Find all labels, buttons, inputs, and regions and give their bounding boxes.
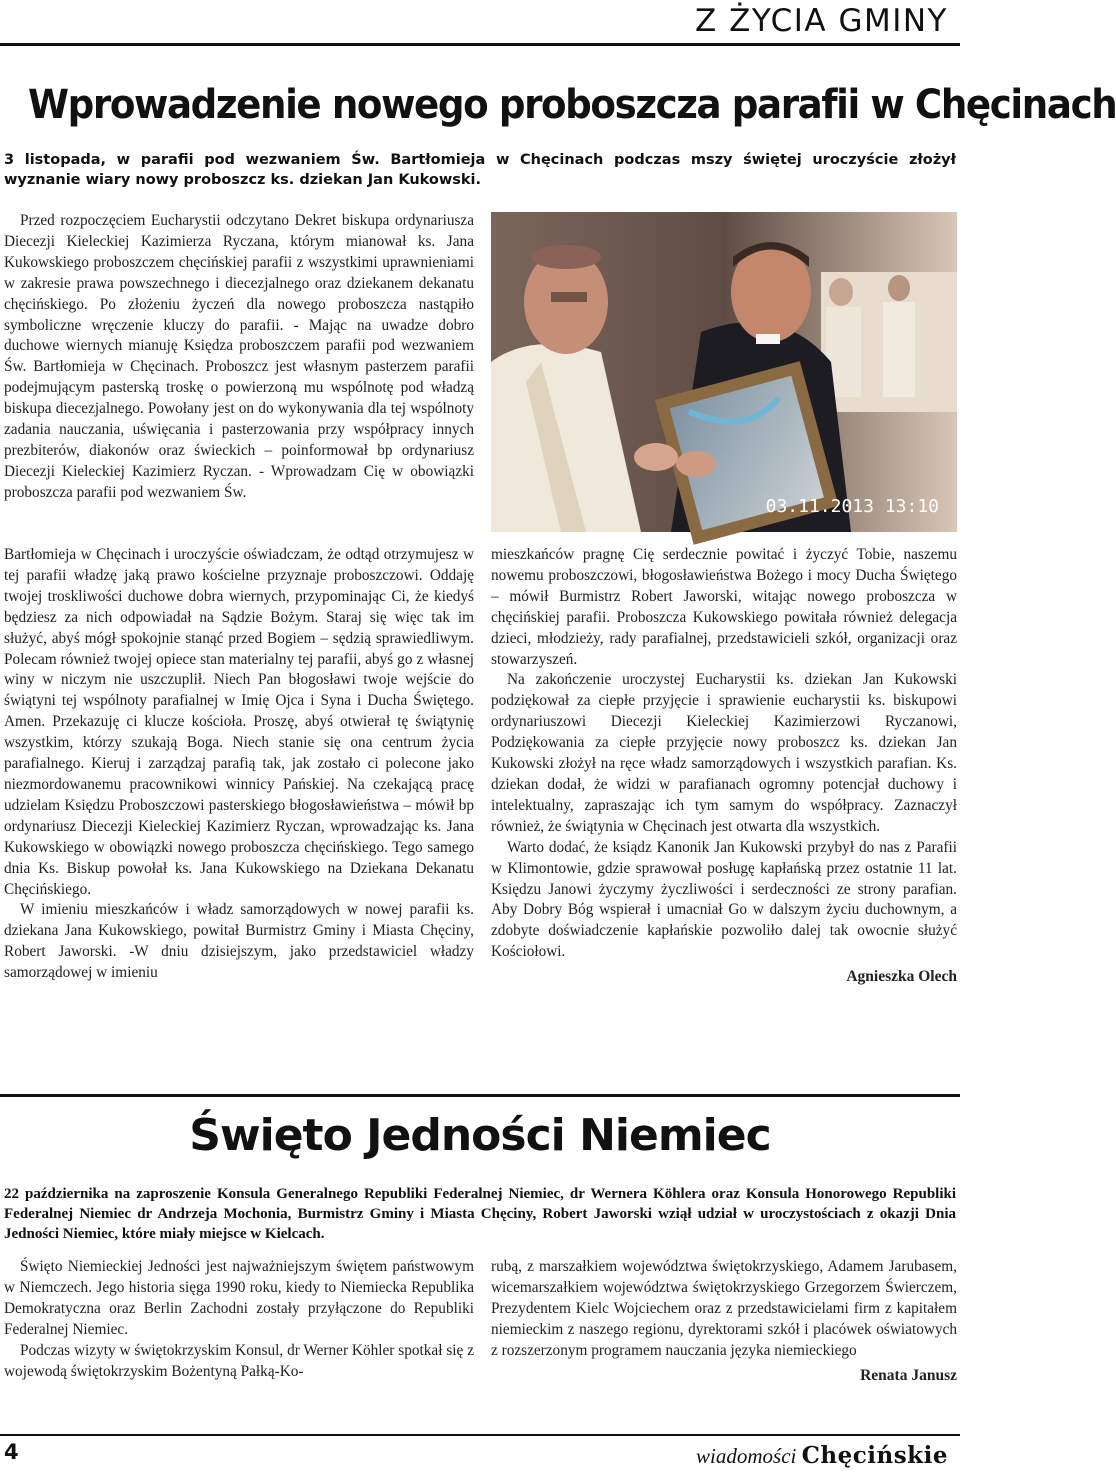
article2-headline: Święto Jedności Niemiec	[189, 1110, 771, 1161]
footer-rule	[0, 1434, 960, 1436]
article1-paragraph: Warto dodać, że ksiądz Kanonik Jan Kukowski przybył do nas z Parafii w Klimontowie, gdzie sprawował posługę kapłańską przez ostatnie 11 lat. Księdzu Janowi życzymy życzliwości i serdeczności ze strony parafian. Aby Dobry Bóg wspierał i umacniał Go w dalszym życiu duchownym, a zdobyte doświadczenie kapłańskie pozwoliło dalej tak owocnie służyć Kościołowi.	[491, 838, 957, 961]
article2-paragraph: rubą, z marszałkiem województwa świętokrzyskiego, Adamem Jarubasem, wicemarszałkiem województwa świętokrzyskiego Grzegorzem Świerczem, Prezydentem Kielc Wojciechem oraz z przedstawicielami firm z kapitałem niemieckim z naszego regionu, dyrektorami szkół i placówek oświatowych z rozszerzonym programem nauczania języka niemieckiego	[491, 1258, 957, 1359]
article2-paragraph: Święto Niemieckiej Jedności jest najważniejszym świętem państwowym w Niemczech. Jego historia sięga 1990 roku, kiedy to Niemiecka Republika Demokratyczna oraz Berlin Zachodni zostały przyłączone do Republiki Federalnej Niemiec.	[4, 1258, 474, 1338]
article1-column-left-bottom	[4, 545, 474, 984]
article1-column-right	[491, 545, 957, 988]
publication-brand	[696, 1442, 948, 1469]
article2-lead: 22 października na zaproszenie Konsula Generalnego Republiki Federalnej Niemiec, dr Wernera Köhlera oraz Konsula Honorowego Republiki Federalnej Niemiec dr Andrzeja Mochonia, Burmistrz Gminy i Miasta Chęciny, Robert Jaworski wziął udział w uroczystościach z okazji Dnia Jedności Niemiec, które miały miejsce w Kielcach.	[4, 1186, 956, 1242]
section-title: Z ŻYCIA GMINY	[695, 3, 948, 39]
brand-italic: wiadomości	[696, 1444, 797, 1468]
article1-paragraph: mieszkańców pragnę Cię serdecznie powitać i życzyć Tobie, naszemu nowemu proboszczowi, błogosławieństwa Bożego i mocy Ducha Świętego – mówił Burmistrz Robert Jaworski, witając nowego proboszcza w chęcińskiej parafii. Proboszcza Kukowskiego powitała również delegacja dzieci, młodzieży, rady parafialnej, przedstawicieli szkół, organizacji oraz stowarzyszeń.	[491, 546, 957, 668]
article1-photo	[491, 212, 957, 532]
brand-gothic: Chęcińskie	[801, 1442, 948, 1469]
article1-headline: Wprowadzenie nowego proboszcza parafii w Chęcinach	[28, 82, 1116, 128]
article1-column-left-top	[4, 211, 474, 504]
page-number: 4	[4, 1440, 19, 1464]
article1-author: Agnieszka Olech	[846, 968, 957, 986]
photo-priests-handover	[491, 212, 957, 532]
article2-column-left	[4, 1257, 474, 1382]
article1-paragraph: Na zakończenie uroczystej Eucharystii ks. dziekan Jan Kukowski podziękował za ciepłe przyjęcie i sprawienie eucharystii ks. biskupowi ordynariuszowi Diecezji Kieleckiej Kazimierzowi Ryczanowi, Podziękowania za ciepłe przyjęcie nowy proboszcz ks. dziekan Jan Kukowski złożył na ręce władz samorządowych i wszystkich parafian. Ks. dziekan dodał, że widzi w parafianach ogromny potencjał duchowy i intelektualny, zapraszając ich tym samym do współpracy. Zaznaczył również, że świątynia w Chęcinach jest otwarta dla wszystkich.	[491, 671, 957, 835]
article2-author: Renata Janusz	[860, 1366, 957, 1384]
article2-column-right	[491, 1257, 957, 1386]
article-divider	[0, 1094, 960, 1097]
photo-timestamp: 03.11.2013 13:10	[765, 496, 939, 517]
article2-paragraph: Podczas wizyty w świętokrzyskim Konsul, dr Werner Köhler spotkał się z wojewodą świętokrzyskim Bożentyną Pałką-Ko-	[4, 1341, 474, 1380]
article1-paragraph: Przed rozpoczęciem Eucharystii odczytano Dekret biskupa ordynariusza Diecezji Kieleckiej Kazimierza Ryczana, którym mianował ks. Jana Kukowskiego proboszczem chęcińskiej parafii z wszystkimi uprawnieniami w zakresie prawa powszechnego i diecezjalnego oraz dziekanem dekanatu chęcińskiego. Po złożeniu życzeń dla nowego proboszcza nastąpiło symboliczne wręczenie kluczy do parafii. - Mając na uwadze dobro duchowe wiernych mianuję Księdza proboszczem parafii pod wezwaniem Św. Bartłomieja w Chęcinach. Proboszcz jest własnym pasterzem parafii podejmującym pasterską troskę o powierzoną mu wspólnotę pod władzą biskupa diecezjalnego. Powołany jest on do wykonywania dla tej wspólnoty zadania nauczania, uświęcania i pasterzowania przy współpracy innych prezbiterów, diakonów oraz świeckich – poinformował bp ordynariusz Diecezji Kieleckiej Kazimierz Ryczan. - Wprowadzam Cię w obowiązki proboszcza parafii pod wezwaniem Św.	[4, 212, 474, 501]
article1-paragraph: Bartłomieja w Chęcinach i uroczyście oświadczam, że odtąd otrzymujesz w tej parafii władzę jaką prawo kościelne przyznaje proboszczowi. Oddaję twojej troskliwości duchowe dobra wiernych, przypominając Ci, że kiedyś będziesz za nich odpowiadał na Sądzie Bożym. Staraj się więc tak im służyć, abyś mógł spokojnie stanąć przed Bogiem – sędzią sprawiedliwym. Polecam również twojej opiece stan materialny tej parafii, abyś go z własnej winy w niczym nie uszczuplił. Niech Pan błogosławi twoje wejście do świątyni tej wspólnoty parafialnej w Imię Ojca i Syna i Ducha Świętego. Amen. Przekazuję ci klucze kościoła. Proszę, abyś otwierał tę świątynię wszystkim, którzy szukają Boga. Niech stanie się ona centrum życia parafialnego. Kieruj i zarządzaj parafią tak, jak zostało ci polecone jako niezmordowanemu pracownikowi winnicy Pańskiej. Na czekającą pracę udzielam Księdzu Proboszczowi pasterskiego błogosławieństwa – mówił bp ordynariusz Diecezji Kieleckiej Kazimierz Ryczan, wprowadzając ks. Jana Kukowskiego w obowiązki nowego proboszcza chęcińskiego. Tego samego dnia Ks. Biskup powołał ks. Jana Kukowskiego na Dziekana Dekanatu Chęcińskiego.	[4, 546, 474, 898]
header-rule	[0, 43, 960, 46]
article1-paragraph: W imieniu mieszkańców i władz samorządowych w nowej parafii ks. dziekana Jana Kukowskiego, powitał Burmistrz Gminy i Miasta Chęciny, Robert Jaworski. -W dniu dzisiejszym, jako przedstawiciel władzy samorządowej w imieniu	[4, 901, 474, 982]
article1-lead: 3 listopada, w parafii pod wezwaniem Św. Bartłomieja w Chęcinach podczas mszy świętej uroczyście złożył wyznanie wiary nowy proboszcz ks. dziekan Jan Kukowski.	[4, 152, 956, 188]
